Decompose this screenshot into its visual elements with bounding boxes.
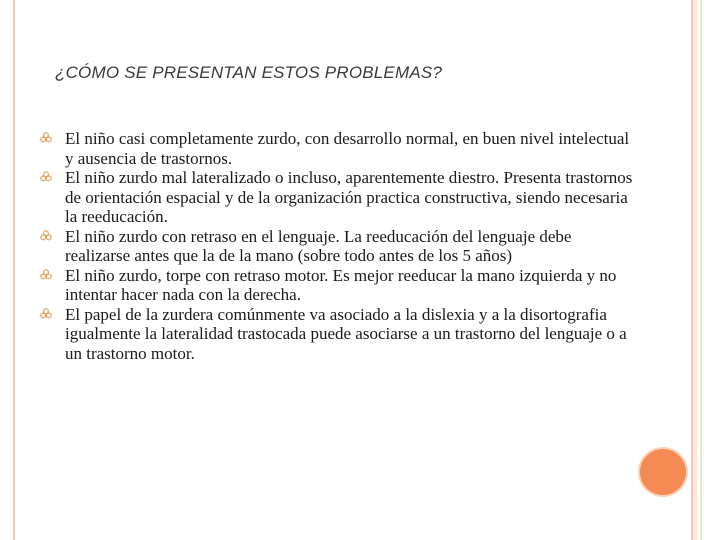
flower-bullet-icon	[40, 132, 52, 144]
bullet-item	[40, 305, 640, 364]
orange-circle-decoration	[640, 449, 686, 495]
flower-bullet-icon	[40, 230, 52, 242]
bullet-list	[40, 129, 640, 363]
right-decor-bar	[693, 0, 697, 540]
bullet-text: El papel de la zurdera comúnmente va asociado a la dislexia y a la disortografia igualmente la lateralidad trastocada puede asociarse a un trastorno del lenguaje o a un trastorno motor.	[65, 304, 627, 363]
bullet-item	[40, 266, 640, 305]
right-decor-line	[700, 0, 702, 540]
slide-title: ¿CÓMO SE PRESENTAN ESTOS PROBLEMAS?	[55, 63, 443, 82]
flower-bullet-icon	[40, 171, 52, 183]
flower-bullet-icon	[40, 308, 52, 320]
bullet-text: El niño casi completamente zurdo, con desarrollo normal, en buen nivel intelectual y ausencia de trastornos.	[65, 129, 630, 168]
bullet-text: El niño zurdo, torpe con retraso motor. Es mejor reeducar la mano izquierda y no intentar hacer nada con la derecha.	[65, 265, 617, 304]
flower-bullet-icon	[40, 269, 52, 281]
bullet-item	[40, 227, 640, 266]
bullet-item	[40, 168, 640, 227]
bullet-text: El niño zurdo mal lateralizado o incluso, aparentemente diestro. Presenta trastornos de orientación espacial y de la organización practica constructiva, siendo necesaria la reeducación.	[65, 168, 633, 226]
bullet-item	[40, 129, 640, 168]
bullet-text: El niño zurdo con retraso en el lenguaje. La reeducación del lenguaje debe realizarse antes que la de la mano (sobre todo antes de los 5 años)	[65, 226, 572, 265]
